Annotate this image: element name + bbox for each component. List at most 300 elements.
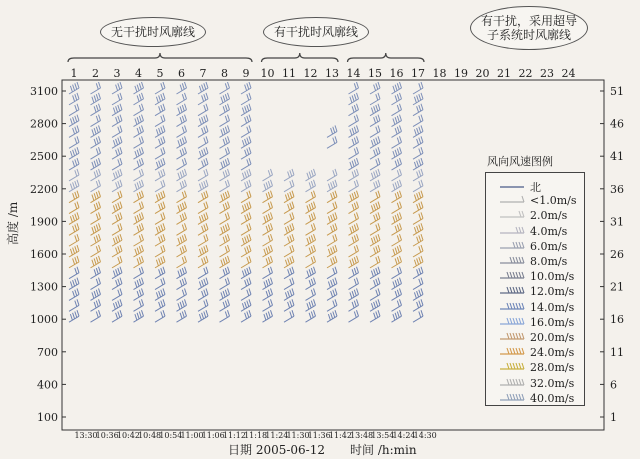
wind-barb [177,147,187,159]
wind-barb [91,125,101,137]
wind-barb [91,202,101,214]
wind-barb [155,125,165,137]
legend-entry [486,194,584,210]
wind-barb [241,234,251,246]
wind-barb [392,191,402,203]
legend-entry [486,209,584,225]
profile-number: 11 [282,67,296,80]
y-tick-label: 2500 [30,150,58,164]
y-tick-label: 2800 [30,117,58,131]
wind-barb [327,278,337,290]
profile-number-labels [71,67,576,80]
wind-barb [198,212,208,224]
wind-barb [198,136,208,148]
wind-barb [177,288,187,300]
wind-barb [134,115,144,127]
legend-entry-label: 40.0m/s [530,391,575,405]
profile-number: 9 [242,67,250,80]
wind-barb [155,82,165,94]
wind-barb [306,234,316,246]
legend-entry [486,225,584,241]
profile-number: 17 [411,67,425,80]
profile-number: 3 [113,67,121,80]
wind-barb [284,169,294,181]
profile-number: 12 [303,67,318,80]
wind-barb [198,202,208,214]
wind-barb [241,202,251,214]
wind-barb [349,234,359,246]
wind-barb [392,180,402,192]
wind-barb [370,93,380,105]
wind-barb [69,288,79,300]
wind-barb [69,158,79,170]
wind-barb [220,125,230,137]
wind-barb [134,158,144,170]
wind-barb [413,191,423,203]
wind-barb [392,278,402,290]
wind-barb [155,278,165,290]
legend-entry-label: 28.0m/s [530,361,575,375]
wind-barb [198,115,208,127]
group-braces [68,53,424,62]
y-axis-ticks [30,85,66,424]
wind-barb [306,191,316,203]
wind-barb [413,158,423,170]
wind-barb [134,82,144,94]
legend-entry-label: 20.0m/s [530,331,575,344]
wind-barb [413,104,423,116]
wind-barb [220,147,230,159]
wind-barb [370,212,380,224]
wind-barb [306,299,316,311]
wind-barb [177,169,187,181]
legend-barb-icon [498,302,526,316]
wind-barb [155,136,165,148]
wind-barb [91,245,101,257]
wind-barb [91,267,101,279]
x-axis-time-title: 时间 /h:min [350,443,417,457]
caption-with-interference: 有干扰时风廓线 [263,17,369,47]
wind-barb [241,115,251,127]
wind-barb [134,169,144,181]
wind-barb [220,169,230,181]
wind-barb [155,256,165,268]
wind-barb [241,256,251,268]
wind-barb [91,310,101,322]
wind-barb [349,169,359,181]
wind-barb [155,191,165,203]
wind-barb [177,267,187,279]
wind-barb [69,212,79,224]
legend-entry-label: 14.0m/s [530,300,575,314]
wind-barb [306,223,316,235]
legend-barb-icon [498,271,526,285]
wind-barb [370,82,380,94]
legend-entry-label: 32.0m/s [530,376,575,390]
wind-barb [392,212,402,224]
wind-barb [392,115,402,127]
wind-barb [112,212,122,224]
wind-barb [220,288,230,300]
legend-entry [486,346,584,362]
time-tick-label: 11:24 [265,431,289,440]
wind-barb [220,93,230,105]
wind-barb [134,125,144,137]
wind-barb [413,136,423,148]
wind-barb [327,245,337,257]
wind-barb [284,256,294,268]
wind-barb [349,136,359,148]
wind-barb [177,115,187,127]
wind-barb [306,245,316,257]
wind-barb [241,223,251,235]
wind-barb [370,288,380,300]
wind-barb [306,212,316,224]
wind-barb [241,245,251,257]
profile-number: 22 [518,67,533,80]
wind-barb [263,169,273,181]
wind-barb [198,278,208,290]
wind-barb [112,191,122,203]
y-tick-label: 400 [37,378,58,392]
wind-barb [263,202,273,214]
wind-barb [392,158,402,170]
wind-barb [284,191,294,203]
wind-barb [370,267,380,279]
wind-barb [69,278,79,290]
profile-number: 8 [221,67,228,80]
legend-entry-label: 2.0m/s [530,209,568,223]
wind-barb [263,212,273,224]
legend-entry-label: 24.0m/s [530,346,575,360]
y-tick-label: 1900 [30,215,58,229]
profile-number: 24 [561,67,576,80]
wind-barb [327,299,337,311]
wind-barb [349,299,359,311]
legend-entry-label: 4.0m/s [530,224,568,238]
time-tick-label: 11:12 [222,431,246,440]
wind-barb [241,299,251,311]
wind-barb [284,267,294,279]
wind-barb [112,169,122,181]
wind-barb [349,245,359,257]
wind-barb [91,256,101,268]
legend-entry [486,392,584,408]
time-tick-label: 14:30 [413,431,437,440]
wind-barb [220,115,230,127]
wind-barb [69,104,79,116]
wind-barb [263,310,273,322]
wind-barb [112,104,122,116]
wind-barb [91,82,101,94]
wind-barb [91,147,101,159]
wind-barb [69,202,79,214]
wind-barb [370,169,380,181]
caption-no-interference: 无干扰时风廓线 [100,17,206,47]
wind-barb [349,256,359,268]
wind-barb [134,223,144,235]
wind-barb [327,136,337,148]
wind-barb [220,202,230,214]
legend-entry [486,316,584,332]
wind-barb [306,202,316,214]
wind-barb [69,191,79,203]
time-tick-label: 10:54 [159,431,183,440]
wind-barb [177,234,187,246]
wind-barb [134,191,144,203]
wind-barb [91,223,101,235]
wind-barb [284,278,294,290]
wind-barb [134,202,144,214]
wind-barb [306,288,316,300]
time-tick-label: 11:42 [328,431,352,440]
wind-barb [134,147,144,159]
wind-barb [349,310,359,322]
wind-barb [91,104,101,116]
wind-barb [69,267,79,279]
wind-barb [392,202,402,214]
wind-barb [134,212,144,224]
wind-barb [392,104,402,116]
legend-barb-icon [498,180,526,194]
wind-barb [349,191,359,203]
wind-barb [306,169,316,181]
wind-barb [327,202,337,214]
wind-barb [413,82,423,94]
wind-barb [69,256,79,268]
wind-barb [220,310,230,322]
wind-barb [91,115,101,127]
wind-barb [155,115,165,127]
wind-barb [177,256,187,268]
wind-barb [198,245,208,257]
wind-barb [112,82,122,94]
wind-barb [370,115,380,127]
wind-barb [349,147,359,159]
wind-barb [220,104,230,116]
wind-barb [241,93,251,105]
wind-barb [241,158,251,170]
wind-barb [263,278,273,290]
wind-barb [198,125,208,137]
wind-barb [241,310,251,322]
wind-barb [112,245,122,257]
wind-barb [134,310,144,322]
caption-superconduct: 有干扰，采用超导子系统时风廓线 [470,6,588,50]
wind-barb [112,147,122,159]
wind-barb [91,180,101,192]
wind-barb [284,180,294,192]
wind-barb [349,223,359,235]
wind-barb [392,256,402,268]
right-tick-label: 51 [610,85,624,98]
legend-entry-label: 12.0m/s [530,285,575,299]
legend-barb-icon [498,362,526,376]
wind-barb [69,169,79,181]
wind-barb [349,202,359,214]
profile-number: 18 [432,67,447,80]
wind-barb [91,212,101,224]
y-tick-label: 1600 [30,248,58,261]
legend-entry-label: 16.0m/s [530,315,575,329]
wind-barb [392,223,402,235]
wind-barb [327,267,337,279]
profile-number: 13 [325,67,339,80]
legend-entry-label: 6.0m/s [530,239,568,253]
wind-barb [241,169,251,181]
wind-barb [413,267,423,279]
wind-barb [69,310,79,322]
profile-number: 14 [346,67,361,80]
wind-barb [155,169,165,181]
wind-barb [241,180,251,192]
wind-barb [155,310,165,322]
wind-barb [392,93,402,105]
wind-barb [198,256,208,268]
right-tick-label: 31 [610,215,624,229]
right-tick-label: 1 [610,411,617,424]
wind-barb [284,223,294,235]
wind-barb [392,288,402,300]
wind-barb [413,245,423,257]
wind-barb [155,104,165,116]
wind-barb [284,245,294,257]
wind-barb [112,223,122,235]
profile-number: 1 [70,67,78,80]
wind-barb [392,136,402,148]
wind-barb [177,104,187,116]
wind-barb [134,180,144,192]
wind-barb [91,234,101,246]
right-tick-label: 41 [610,150,624,164]
wind-barb [327,288,337,300]
wind-barb [413,93,423,105]
wind-barb [220,234,230,246]
wind-barb [220,223,230,235]
wind-barb [392,310,402,322]
wind-barb [370,180,380,192]
wind-barb [349,115,359,127]
wind-barb [306,256,316,268]
wind-barb [91,93,101,105]
wind-barb [284,212,294,224]
wind-barb [241,278,251,290]
legend-entry [486,270,584,286]
wind-barb [177,180,187,192]
wind-barb [112,256,122,268]
wind-barb [155,299,165,311]
wind-barb [198,180,208,192]
wind-barb [392,82,402,94]
legend-entry [486,377,584,393]
wind-barb [241,212,251,224]
wind-barb [155,147,165,159]
wind-barb [177,223,187,235]
wind-barb [413,223,423,235]
wind-barb [263,180,273,192]
wind-barb [263,256,273,268]
wind-barb [134,104,144,116]
wind-barb [327,223,337,235]
wind-barb [263,288,273,300]
wind-barb [370,234,380,246]
wind-barb [177,212,187,224]
legend-entry-label: <1.0m/s [530,194,577,208]
wind-barb [69,115,79,127]
profile-number: 21 [497,67,511,80]
wind-barb [134,299,144,311]
legend-barb-icon [498,286,526,300]
wind-barb [413,299,423,311]
wind-barb [349,104,359,116]
legend-barb-icon [498,226,526,240]
wind-barb [413,310,423,322]
wind-barb [370,256,380,268]
wind-barb [327,256,337,268]
wind-barb [69,136,79,148]
wind-barb [91,158,101,170]
wind-barb [177,93,187,105]
wind-barb [392,299,402,311]
wind-barb [413,212,423,224]
y-tick-label: 100 [37,411,58,424]
wind-barb [134,245,144,257]
wind-barb [263,267,273,279]
wind-barb [69,82,79,94]
wind-barb [241,136,251,148]
wind-barb [112,180,122,192]
wind-barb [392,234,402,246]
time-tick-label: 11:18 [244,431,268,440]
legend-barb-icon [498,393,526,407]
wind-barb [327,180,337,192]
right-tick-label: 16 [610,313,624,327]
wind-barbs [69,82,423,322]
wind-barb [112,310,122,322]
time-tick-label: 11:30 [286,431,310,440]
wind-barb [413,288,423,300]
wind-barb [284,288,294,300]
wind-barb [91,288,101,300]
right-tick-label: 11 [610,345,624,359]
legend-entry [486,179,584,195]
wind-barb [112,202,122,214]
x-axis-date-title: 日期 2005-06-12 [228,443,326,457]
wind-barb [198,82,208,94]
right-tick-label: 26 [610,248,624,261]
legend-barb-icon [498,347,526,361]
time-tick-label: 11:36 [307,431,331,440]
wind-barb [91,278,101,290]
wind-barb [112,158,122,170]
wind-barb [349,288,359,300]
wind-barb [370,191,380,203]
wind-barb [220,256,230,268]
legend-barb-icon [498,378,526,392]
wind-barb [112,234,122,246]
wind-barb [349,82,359,94]
wind-barb [263,223,273,235]
wind-barb [177,125,187,137]
time-tick-label: 11:00 [180,431,204,440]
wind-barb [198,158,208,170]
wind-barb [69,234,79,246]
wind-barb [155,267,165,279]
wind-barb [263,245,273,257]
legend-barb-icon [498,241,526,255]
legend-entry [486,361,584,377]
wind-barb [349,125,359,137]
